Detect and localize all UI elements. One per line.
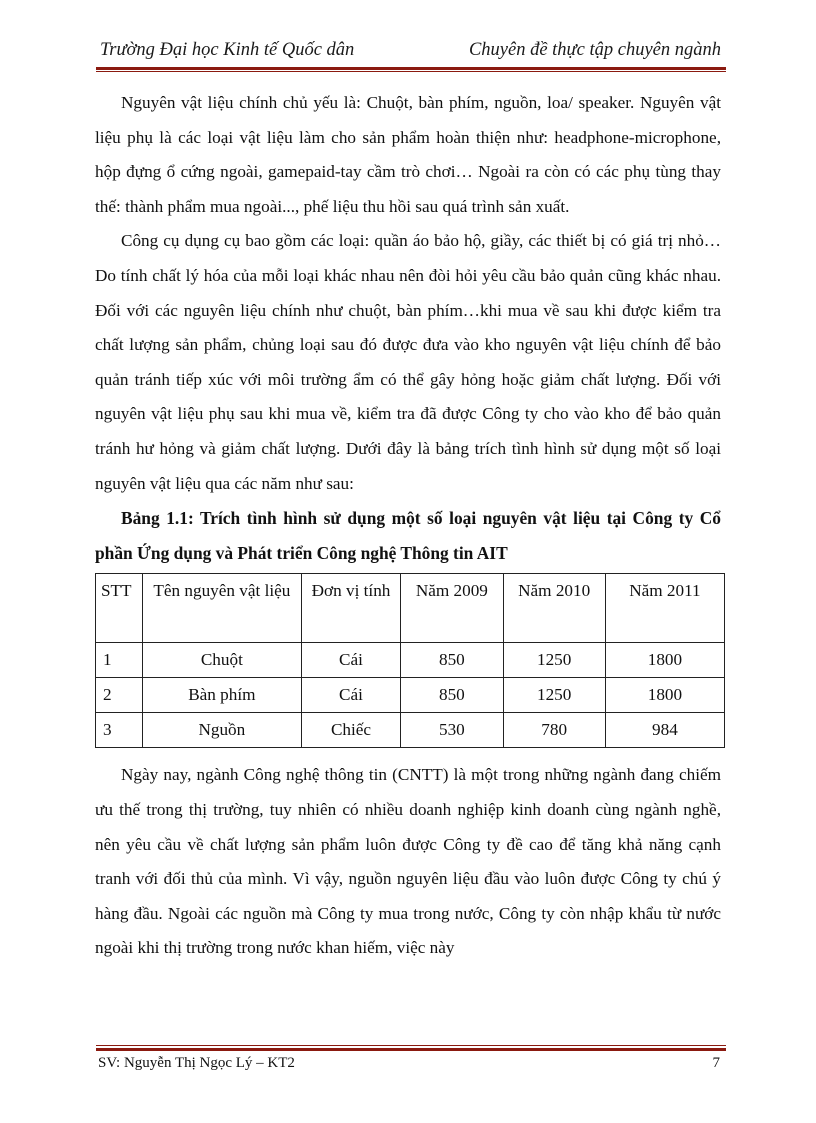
cell-2010: 1250 (503, 643, 605, 678)
cell-2009: 530 (401, 713, 503, 748)
header-university: Trường Đại học Kinh tế Quốc dân (100, 40, 355, 60)
header-cell-2011: Năm 2011 (605, 574, 724, 643)
page-number: 7 (712, 1055, 720, 1071)
cell-2010: 1250 (503, 678, 605, 713)
header-cell-stt: STT (96, 574, 143, 643)
footer-rule-thick (96, 1048, 726, 1051)
table-caption: Bảng 1.1: Trích tình hình sử dụng một số loại nguyên vật liệu tại Công ty Cổ phần Ứng dụng và Phát triển Công nghệ Thông tin AIT (95, 508, 721, 563)
footer-author: SV: Nguyễn Thị Ngọc Lý – KT2 (98, 1055, 295, 1071)
header-cell-material: Tên nguyên vật liệu (142, 574, 301, 643)
page-header (96, 40, 723, 66)
table-row (96, 678, 725, 713)
footer-rule-thin (96, 1045, 726, 1046)
cell-stt: 3 (96, 713, 143, 748)
table-header-row (96, 574, 725, 643)
page-body (95, 86, 721, 966)
cell-unit: Cái (301, 643, 400, 678)
paragraph-tools: Công cụ dụng cụ bao gồm các loại: quần áo bảo hộ, giầy, các thiết bị có giá trị nhỏ…Do tính chất lý hóa của mỗi loại khác nhau nên đòi hỏi yêu cầu bảo quản cũng khác nhau. Đối với các nguyên liệu chính như chuột, bàn phím…khi mua về sau khi được kiểm tra chất lượng sản phẩm, chủng loại sau đó được đưa vào kho nguyên vật liệu chính để bảo quản tránh tiếp xúc với môi trường ẩm có thể gây hỏng hoặc giảm chất lượng. Đối với nguyên vật liệu phụ sau khi mua về, kiểm tra đã được Công ty cho vào kho để bảo quản tránh hư hỏng và giảm chất lượng. Dưới đây là bảng trích tình hình sử dụng một số loại nguyên vật liệu qua các năm như sau: (95, 231, 721, 493)
cell-material: Bàn phím (142, 678, 301, 713)
paragraph-it-industry: Ngày nay, ngành Công nghệ thông tin (CNTT) là một trong những ngành đang chiếm ưu thế trong thị trường, tuy nhiên có nhiều doanh nghiệp kinh doanh cùng ngành nghề, nên yêu cầu về chất lượng sản phẩm luôn được Công ty đề cao để tăng khả năng cạnh tranh với đối thủ của mình. Vì vậy, nguồn nguyên liệu đầu vào luôn được Công ty chú ý hàng đầu. Ngoài các nguồn mà Công ty mua trong nước, Công ty còn nhập khẩu từ nước ngoài khi thị trường trong nước khan hiếm, việc này (95, 765, 721, 958)
cell-2011: 1800 (605, 678, 724, 713)
cell-stt: 2 (96, 678, 143, 713)
cell-2009: 850 (401, 678, 503, 713)
cell-2011: 984 (605, 713, 724, 748)
cell-2010: 780 (503, 713, 605, 748)
paragraph-materials: Nguyên vật liệu chính chủ yếu là: Chuột, bàn phím, nguồn, loa/ speaker. Nguyên vật liệu phụ là các loại vật liệu làm cho sản phẩm hoàn thiện như: headphone-microphone, hộp đựng ổ cứng ngoài, gamepaid-tay cầm trò chơi… Ngoài ra còn có các phụ tùng thay thế: thành phẩm mua ngoài..., phế liệu thu hồi sau quá trình sản xuất. (95, 93, 721, 216)
header-cell-2009: Năm 2009 (401, 574, 503, 643)
header-cell-2010: Năm 2010 (503, 574, 605, 643)
table-row (96, 713, 725, 748)
header-report-title: Chuyên đề thực tập chuyên ngành (468, 40, 721, 60)
cell-unit: Cái (301, 678, 400, 713)
cell-stt: 1 (96, 643, 143, 678)
cell-2011: 1800 (605, 643, 724, 678)
header-rule-thin (96, 71, 726, 72)
header-rule-thick (96, 67, 726, 70)
cell-unit: Chiếc (301, 713, 400, 748)
cell-2009: 850 (401, 643, 503, 678)
header-cell-unit: Đơn vị tính (301, 574, 400, 643)
materials-table (95, 573, 725, 748)
table-row (96, 643, 725, 678)
cell-material: Nguồn (142, 713, 301, 748)
cell-material: Chuột (142, 643, 301, 678)
